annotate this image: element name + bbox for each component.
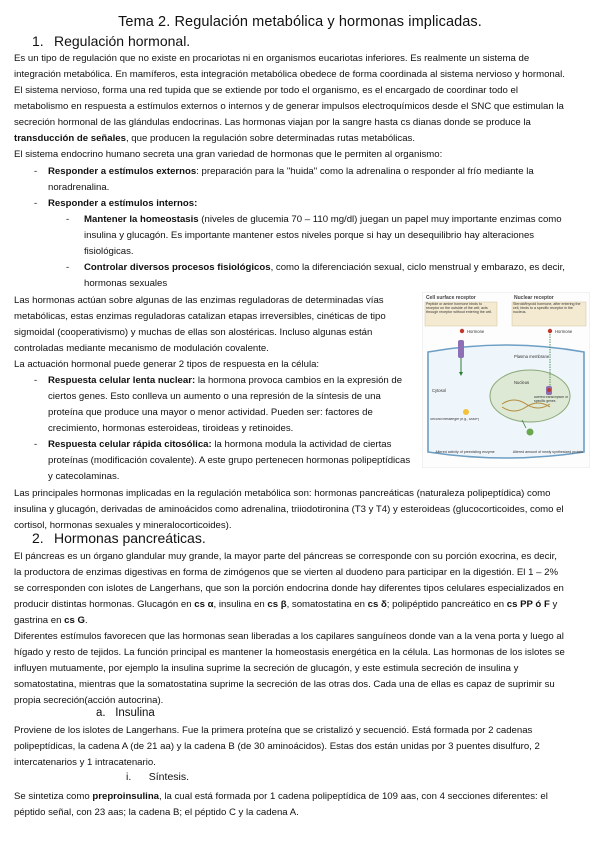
sintesis-line-1: Se sintetiza como preproinsulina, la cual está formada por 1 cadena polipeptídica de 109 aas, con 4 secciones diferentes: el: [14, 791, 548, 802]
enzymes-line-4: controladas mediante mecanismo de modulación covalente.: [14, 343, 269, 354]
hormone-right-icon: [548, 329, 552, 333]
enzymes-line-1: Las hormonas actúan sobre algunas de las enzimas reguladoras de determinadas vías: [14, 295, 384, 306]
sintesis-line-2: péptido señal, con 23 aas; la cadena B; el péptido C y la cadena A.: [14, 807, 299, 818]
cs-delta: cs δ: [367, 599, 387, 610]
endocrine-line: El sistema endocrino humano secreta una gran variedad de hormonas que le permiten al organismo:: [14, 149, 443, 160]
insulina-line-1: Proviene de los islotes de Langerhans. Fue la primera proteína que se cristalizó y secuenció. Está formada por 2 cadenas: [14, 725, 533, 736]
section-1-heading: [32, 33, 190, 49]
pancreas-line-2: la productora de enzimas digestivas en forma de zimógenos que se vierten al duodeno para participar en la digestión. El 1 – 2%: [14, 567, 558, 578]
cs-alpha: cs α: [194, 599, 214, 610]
preproinsulina-term: preproinsulina: [92, 791, 160, 802]
document-page: Tema 2. Regulación metabólica y hormonas implicadas. 1. Regulación hormonal. Es un tipo de regulación que no existe en procariotas ni en organismos eucariotas inferiores. Es realmente un sistema de integración metabólica. En mamíferos, esta integración metabólica obedece de forma coordinada al sistema nervioso y hormonal. El sistema nervioso, forma una red tupida que se extiende por todo el organismo, es el encargado de coordinar todo el metabolismo en respuesta a estímulos externos o internos y de generar impulsos electroquímicos desde el SNC que estimulan la secreción hormonal de las glándulas endocrinas. Las hormonas viajan por la sangre hasta cs dianas donde se produce la transducción de señales, que producen la regulación sobre determinadas rutas metabólicas. El sistema endocrino humano secreta una gran variedad de hormonas que le permiten al organismo: - Responder a estímulos externos: preparación para la "huida" como la adrenalina o responder al frío mediante la noradrenalina. - Responder a estímulos internos: - Mantener la homeostasis (niveles de glucemia 70 – 110 mg/dl) juegan un papel muy importante enzimas como insulina y glucagón. Es importante mantener estos niveles porque si hay un desequilibrio hay alteraciones fisiológicas. - Controlar diversos procesos fisiológicos, como la diferenciación sexual, ciclo menstrual y embarazo, es decir, hormonas sexuales Las hormonas actúan sobre algunas de las enzimas reguladoras de determinadas vías metabólicas, estas enzimas reguladoras catalizan etapas irreversibles, cinéticas de tipo sigmoidal (cooperativismo) y muchas de ellas son alostéricas. Incluso algunas están controladas mediante mecanismo de modulación covalente. La actuación hormonal puede generar 2 tipos de respuesta en la célula: - Respuesta celular lenta nuclear: la hormona provoca cambios en la expresión de ciertos genes. Esto conlleva un aumento o una represión de la síntesis de una proteína que produce una mayor o menor actividad. Pueden ser: factores de crecimiento, hormonas esteroideas, tiroideas y retinoides. - Respuesta celular rápida citosólica: la hormona modula la actividad de ciertas proteínas (modificación covalente). A este grupo pertenecen hormonas polipeptídicas y catecolaminas. Cell surface receptor Nuclear receptor Peptide or amine hormone binds to receptor on the outside of the cell; acts through receptor without entering the cell. Steroid/thyroid hormone, after entering the cell, binds to a specific receptor in the nucleus. Hormone Hormone Plasma membrane Nucleus Altered transcription of specific genes Cytosol Second messenger (e.g., cAMP) Altered activity of preexisting enzyme Altered amount of newly synthesized protein Las principales hormonas implicadas en la regulación metabólica son: hormonas pancreáticas (naturaleza polipeptídica) como insulina y glucagón, derivadas de aminoácidos como adrenalina, triiodotironina (T3 y T4) y esteroideas (glucocorticoides, como el cortisol, hormonas sexuales y mineralocorticoides). 2. Hormonas pancreáticas. El páncreas es un órgano glandular muy grande, la mayor parte del páncreas se corresponde con su porción exocrina, es decir, la productora de enzimas digestivas en forma de zimógenos que se vierten al duodeno para participar en la digestión. El 1 – 2% se corresponden con islotes de Langerhans, que son la porción endocrina donde hay diferentes tipos celulares especializados en producir distintas hormonas. Glucagón en cs α, insulina en cs β, somatostatina en cs δ; polipéptido pancreático en cs PP ó F y gastrina en cs G. Diferentes estímulos favorecen que las hormonas sean liberadas a los capilares sanguíneos donde van a la vena porta y luego al hígado y resto de tejidos. La función principal es mantener la homeostasis energética en la célula. Las hormonas de los islotes se influyen mutuamente, por ejemplo la insulina suprime la secreción de glucagón, y este estimula secreción de insulina y somatostatina, mientras que la somatostatina suprime la secreción de las otras dos. Cada una de ellas es capaz de suprimir su propia secreción(acción autocrina). a. Insulina Proviene de los islotes de Langerhans. Fue la primera proteína que se cristalizó y secuenció. Está formada por 2 cadenas polipeptídicas, la cadena A (de 21 aa) y la cadena B (de 30 aminoácidos). Estas dos están unidas por 3 puentes disulfuro, 2 intercatenarios y 1 intracatenario. i. Síntesis. Se sintetiza como preproinsulina, la cual está formada por 1 cadena polipeptídica de 109 aas, con 4 secciones diferentes: el péptido señal, con 23 aas; la cadena B; el péptido C y la cadena A.: [0, 0, 600, 848]
figure-hormone-right: Hormone: [555, 329, 573, 334]
intro-line-2: integración metabólica. En mamíferos, esta integración metabólica obedece de forma coordinada al sistema nervioso y hormonal.: [14, 69, 565, 80]
intro-line-4: metabolismo en respuesta a estímulos externos o internos y de generar impulsos electroquímicos desde el SNC que estimulan la: [14, 101, 564, 112]
enzymes-line-3: sigmoidal (cooperativismo) y muchas de ellas son alostéricas. Incluso algunas están: [14, 327, 373, 338]
pancreas-gastrina-line: gastrina en cs G.: [14, 615, 88, 626]
hormone-receptor-figure: [422, 292, 590, 468]
response-fast-line-2: proteínas (modificación covalente). A este grupo pertenecen hormonas polipeptídicas: [48, 455, 411, 466]
figure-right-header: Nuclear receptor: [514, 295, 554, 301]
subsection-a-heading: a. Insulina: [96, 707, 155, 719]
figure-right-desc: Steroid/thyroid hormone, after entering the cell, binds to a specific receptor in the nucleus.: [513, 302, 581, 315]
cs-pp: cs PP ó F: [506, 599, 550, 610]
stimuli-line-3: influyen mutuamente, por ejemplo la insulina suprime la secreción de glucagón, y este estimula secreción de insulina y: [14, 663, 519, 674]
stimuli-line-4: somatostatina, mientras que la somatostatina suprime la secreción de las otras dos. Cada una de ellas es capaz de suprimir su: [14, 679, 555, 690]
subbullet-physiological-line-2: hormonas sexuales: [84, 278, 168, 289]
new-protein-icon: [527, 429, 534, 436]
section-2-title: Hormonas pancreáticas.: [54, 530, 206, 546]
figure-nucleus: Nucleus: [514, 380, 530, 385]
surface-receptor-shape: [458, 340, 464, 358]
subbullet-homeostasis-line-2: insulina y glucagón. Es importante mantener estos niveles porque si hay un desequilibrio hay alteraciones: [84, 230, 535, 241]
principal-line-1: Las principales hormonas implicadas en la regulación metabólica son: hormonas pancreáticas (naturaleza polipeptídica) como: [14, 488, 551, 499]
subsection-i-heading: i. Síntesis.: [126, 771, 190, 783]
subbullet-homeostasis-line-3: fisiológicas.: [84, 246, 134, 257]
intro-line-1: Es un tipo de regulación que no existe en procariotas ni en organismos eucariotas inferiores. Es realmente un sistema de: [14, 53, 530, 64]
principal-line-3: cortisol, hormonas sexuales y mineralocorticoides).: [14, 520, 232, 531]
intro-line-3: El sistema nervioso, forma una red tupida que se extiende por todo el organismo, es el encargado de coordinar todo el: [14, 85, 518, 96]
response-slow-line-3: proteína que produce una mayor o menor actividad. Pueden ser: factores de: [48, 407, 373, 418]
figure-altered-activity: Altered activity of preexisting enzyme: [435, 450, 495, 454]
document-title: Tema 2. Regulación metabólica y hormonas implicadas.: [118, 14, 482, 30]
cs-g: cs G: [64, 615, 85, 626]
section-2-number: 2.: [32, 530, 44, 546]
figure-left-header: Cell surface receptor: [426, 295, 476, 301]
response-slow-line-2: ciertos genes. Esto conlleva un aumento o una represión de la síntesis de una: [48, 391, 381, 402]
insulina-line-2: polipeptídicas, la cadena A (de 21 aa) y la cadena B (de 30 aminoácidos). Estas dos están unidas por 3 puentes disulfuro, 2: [14, 741, 540, 752]
response-fast-line-3: y catecolaminas.: [48, 471, 120, 482]
figure-cytosol: Cytosol: [432, 388, 446, 393]
stimuli-line-2: hígado y resto de tejidos. La función principal es mantener la homeostasis energética en la célula. Las hormonas de los islotes se: [14, 647, 565, 658]
pancreas-cells-line: producir distintas hormonas. Glucagón en cs α, insulina en cs β, somatostatina en cs δ; polipéptido pancreático en cs PP ó F y: [14, 599, 558, 610]
stimuli-line-5: propia secreción(acción autocrina).: [14, 695, 164, 706]
intro-line-6: transducción de señales, que producen la regulación sobre determinadas rutas metabólicas.: [14, 133, 416, 144]
enzymes-line-2: metabólicas, estas enzimas reguladoras catalizan etapas irreversibles, cinéticas de tipo: [14, 311, 386, 322]
figure-altered-transcription: Altered transcription of specific genes: [534, 396, 568, 403]
pancreas-line-3: se corresponden con islotes de Langerhans, que son la porción endocrina donde hay diferentes tipos celulares especializados en: [14, 583, 564, 594]
receptor-diagram: [422, 292, 590, 468]
figure-second-messenger: Second messenger (e.g., cAMP): [430, 418, 479, 421]
second-messenger-icon: [463, 409, 469, 415]
transduccion-term: transducción de señales: [14, 133, 126, 144]
pancreas-line-1: El páncreas es un órgano glandular muy grande, la mayor parte del páncreas se corresponde con su porción exocrina, es decir,: [14, 551, 557, 562]
section-1-title: Regulación hormonal.: [54, 33, 191, 49]
figure-altered-amount: Altered amount of newly synthesized protein: [512, 450, 584, 454]
figure-hormone-left: Hormone: [467, 329, 485, 334]
response-intro: La actuación hormonal puede generar 2 tipos de respuesta en la célula:: [14, 359, 320, 370]
cs-beta: cs β: [267, 599, 287, 610]
figure-plasma-membrane: Plasma membrane: [514, 354, 550, 359]
intro-line-5: secreción hormonal de las glándulas endocrinas. Las hormonas viajan por la sangre hasta cs dianas donde se produce la: [14, 117, 531, 128]
response-slow-line-4: crecimiento, hormonas esteroideas, tiroideas y retinoides.: [48, 423, 294, 434]
section-1-number: 1.: [32, 33, 44, 49]
stimuli-line-1: Diferentes estímulos favorecen que las hormonas sean liberadas a los capilares sanguíneos donde van a la vena porta y luego al: [14, 631, 564, 642]
principal-line-2: insulina y glucagón, derivadas de aminoácidos como adrenalina, triiodotironina (T3 y T4) y esteroideas (glucocorticoides, como el: [14, 504, 564, 515]
hormone-left-icon: [460, 329, 464, 333]
section-2-heading: [32, 530, 206, 546]
figure-left-desc: Peptide or amine hormone binds to receptor on the outside of the cell; acts through receptor without entering the cell.: [426, 302, 493, 315]
insulina-line-3: intercatenarios y 1 intracatenario.: [14, 757, 156, 768]
bullet-external-line-2: noradrenalina.: [48, 182, 110, 193]
